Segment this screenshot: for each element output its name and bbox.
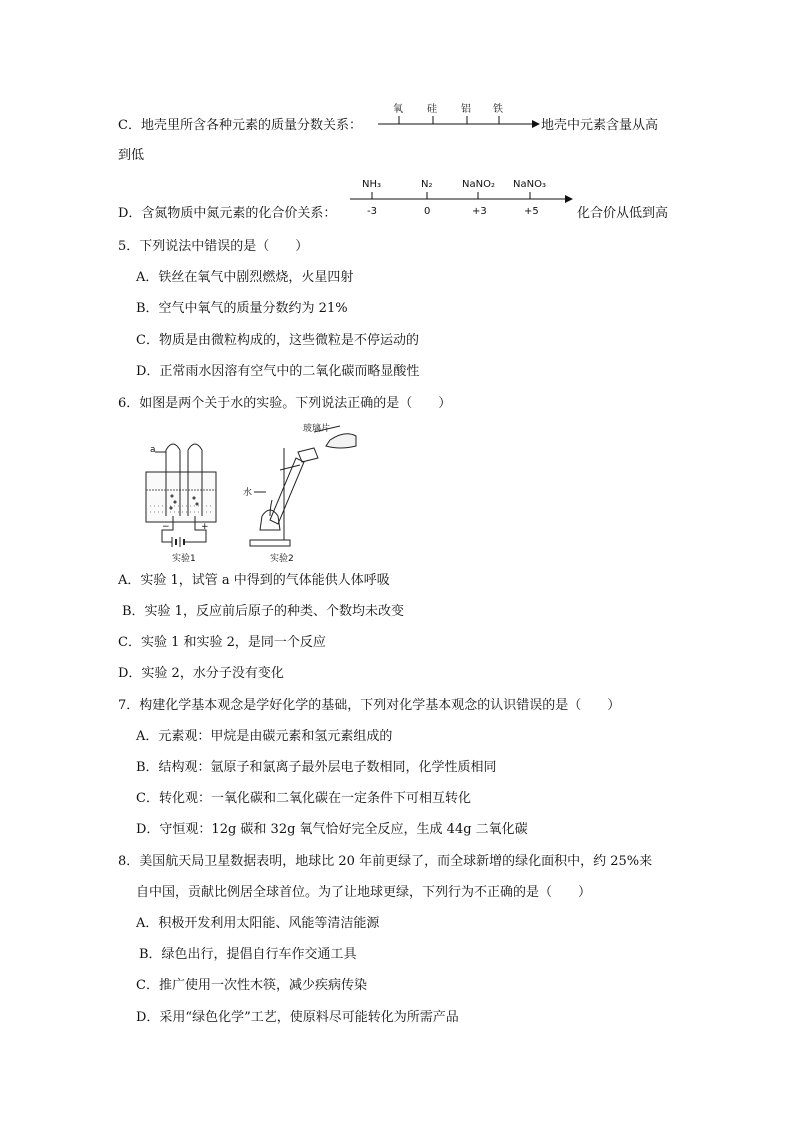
q8-option-d: D．采用“绿色化学”工艺，使原料尽可能转化为所需产品 [136,1010,459,1025]
q8-option-b: B．绿色出行，提倡自行车作交通工具 [139,947,357,962]
q5-option-b: B．空气中氧气的质量分数约为 21% [136,301,348,316]
water-label: 水 [243,488,253,498]
substance-nano2: NaNO₂ [462,179,495,190]
tube-a-label: a [150,445,156,455]
q4-option-c-suffix: 地壳中元素含量从高 [541,118,659,133]
q4-option-d-suffix: 化合价从低到高 [577,206,669,221]
substance-nano3: NaNO₃ [513,179,546,190]
q6-stem: 6．如图是两个关于水的实验。下列说法正确的是（ ） [118,396,452,411]
q5-option-d: D．正常雨水因溶有空气中的二氧化碳而略显酸性 [136,364,420,379]
q4-option-c-text: C．地壳里所含各种元素的质量分数关系： [118,118,362,133]
q6-option-d: D．实验 2，水分子没有变化 [118,666,284,681]
experiment2-caption: 实验2 [270,554,294,564]
q6-option-c: C．实验 1 和实验 2，是同一个反应 [118,635,326,650]
element-label-fe: 铁 [493,104,503,115]
minus-electrode-label: − [162,522,170,532]
element-label-si: 硅 [427,104,437,115]
heating-apparatus [250,426,356,546]
q4-option-c-suffix-2: 到低 [118,148,145,163]
q4-option-d-text: D．含氮物质中氮元素的化合价关系： [118,206,337,221]
q7-option-a: A．元素观：甲烷是由碳元素和氢元素组成的 [136,729,393,744]
q5-stem: 5．下列说法中错误的是（ ） [118,239,309,254]
q6-option-a: A．实验 1，试管 a 中得到的气体能供人体呼吸 [118,573,390,588]
glass-slide-label: 玻璃片 [303,424,331,434]
q8-option-a: A．积极开发利用太阳能、风能等清洁能源 [136,916,380,931]
q8-option-c: C．推广使用一次性木筷，减少疾病传染 [136,978,367,993]
q7-option-d: D．守恒观：12g 碳和 32g 氧气恰好完全反应，生成 44g 二氧化碳 [136,822,528,837]
q6-option-b: B．实验 1，反应前后原子的种类、个数均未改变 [122,604,404,619]
valence-nh3: -3 [367,206,377,217]
element-label-o: 氧 [393,104,403,115]
valence-n2: 0 [424,206,431,217]
q8-stem-line2: 自中国，贡献比例居全球首位。为了让地球更绿，下列行为不正确的是（ ） [136,885,592,900]
q7-option-b: B．结构观：氩原子和氯离子最外层电子数相同，化学性质相同 [136,760,497,775]
experiment1-caption: 实验1 [172,554,196,564]
substance-n2: N₂ [421,179,433,190]
q8-stem-line1: 8．美国航天局卫星数据表明，地球比 20 年前更绿了，而全球新增的绿化面积中，约 25%来 [118,854,653,869]
q7-option-c: C．转化观：一氧化碳和二氧化碳在一定条件下可相互转化 [136,791,471,806]
q7-stem: 7．构建化学基本观念是学好化学的基础，下列对化学基本观念的认识错误的是（ ） [118,698,621,713]
valence-nano3: +5 [524,206,539,217]
valence-nano2: +3 [472,206,487,217]
q5-option-c: C．物质是由微粒构成的，这些微粒是不停运动的 [136,333,419,348]
element-label-al: 铝 [461,104,471,115]
q5-option-a: A．铁丝在氧气中剧烈燃烧，火星四射 [136,270,354,285]
substance-nh3: NH₃ [362,179,382,190]
plus-electrode-label: + [201,522,209,532]
